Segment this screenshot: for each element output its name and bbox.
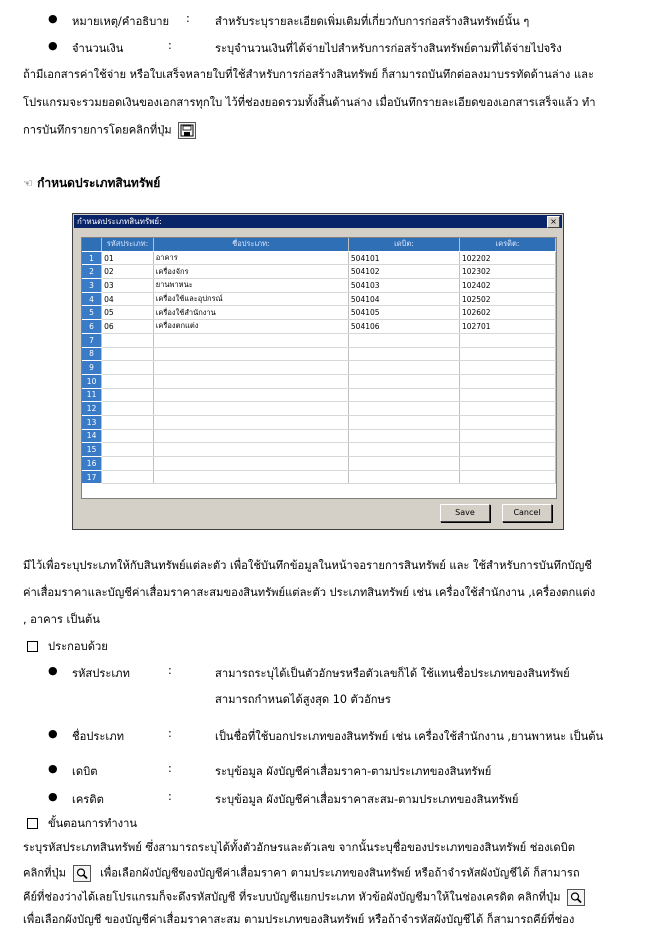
steps-heading: ขั้นตอนการทำงาน bbox=[48, 817, 138, 830]
table-row[interactable] bbox=[82, 251, 556, 265]
row-number: 6 bbox=[82, 320, 102, 334]
paragraph-text: คลิกที่ปุ่ม bbox=[23, 866, 66, 880]
paragraph-text: เพื่อเลือกผังบัญชีของบัญชีค่าเสื่อมราคา ตามประเภทของสินทรัพย์ หรือถ้าจำรหัสผังบัญชีได้ ก็สามารถ bbox=[100, 866, 580, 880]
cell-credit[interactable]: 102602 bbox=[459, 306, 555, 320]
cell-code[interactable]: 01 bbox=[102, 251, 154, 265]
row-number: 17 bbox=[82, 470, 102, 484]
close-icon[interactable]: × bbox=[547, 216, 560, 228]
cell-name[interactable] bbox=[153, 470, 348, 484]
row-number: 3 bbox=[82, 279, 102, 293]
cell-debit[interactable]: 504106 bbox=[348, 320, 459, 334]
table-row[interactable] bbox=[82, 457, 556, 471]
paragraph-line: เพื่อเลือกผังบัญชี ของบัญชีค่าเสื่อมราคาสะสม ตามประเภทของสินทรัพย์ หรือถ้าจำรหัสผังบัญชีได้ ก็สามารถคีย์ที่ช่อง bbox=[23, 913, 575, 926]
cell-debit[interactable] bbox=[348, 415, 459, 429]
cell-credit[interactable] bbox=[459, 333, 555, 347]
checkbox-square-icon bbox=[27, 641, 38, 652]
cell-debit[interactable] bbox=[348, 347, 459, 361]
cell-code[interactable] bbox=[102, 333, 154, 347]
cell-credit[interactable] bbox=[459, 374, 555, 388]
table-row[interactable] bbox=[82, 374, 556, 388]
cell-code[interactable] bbox=[102, 429, 154, 443]
row-number: 4 bbox=[82, 292, 102, 306]
paragraph-line: โปรแกรมจะรวมยอดเงินของเอกสารทุกใบ ไว้ที่ช่องยอดรวมทั้งสิ้นด้านล่าง เมื่อบันทึกรายละเอียดของเอกสารเสร็จแล้ว ทำ bbox=[23, 96, 596, 109]
colon: : bbox=[168, 790, 172, 803]
cell-name[interactable]: ยานพาหนะ bbox=[153, 279, 348, 293]
paragraph-line: มีไว้เพื่อระบุประเภทให้กับสินทรัพย์แต่ละตัว เพื่อใช้บันทึกข้อมูลในหน้าจอรายการสินทรัพย์ และ ใช้สำหรับการบันทึกบัญชี bbox=[23, 559, 592, 572]
table-row[interactable] bbox=[82, 361, 556, 375]
table-row[interactable] bbox=[82, 429, 556, 443]
cell-credit[interactable] bbox=[459, 347, 555, 361]
compose-heading: ประกอบด้วย bbox=[48, 640, 108, 653]
cell-code[interactable] bbox=[102, 415, 154, 429]
paragraph-line: ระบุรหัสประเภทสินทรัพย์ ซึ่งสามารถระบุได้ทั้งตัวอักษรและตัวเลข จากนั้นระบุชื่อของประเภทของสินทรัพย์ ช่องเดบิต bbox=[23, 841, 576, 854]
item-desc: สามารถกำหนดได้สูงสุด 10 ตัวอักษร bbox=[215, 693, 391, 706]
cell-name[interactable]: อาคาร bbox=[153, 251, 348, 265]
cell-credit[interactable]: 102701 bbox=[459, 320, 555, 334]
cell-credit[interactable]: 102202 bbox=[459, 251, 555, 265]
row-number: 9 bbox=[82, 361, 102, 375]
dialog-titlebar bbox=[74, 215, 562, 228]
checkbox-square-icon bbox=[27, 818, 38, 829]
section-title: กำหนดประเภทสินทรัพย์ bbox=[37, 176, 161, 190]
cell-debit[interactable]: 504104 bbox=[348, 292, 459, 306]
table-row[interactable] bbox=[82, 388, 556, 402]
paragraph-line: ค่าเสื่อมราคาและบัญชีค่าเสื่อมราคาสะสมของสินทรัพย์แต่ละตัว ประเภทสินทรัพย์ เช่น เครื่องใช้สำนักงาน ,เครื่องตกแต่ง bbox=[23, 586, 596, 599]
cell-name[interactable] bbox=[153, 361, 348, 375]
cell-credit[interactable] bbox=[459, 443, 555, 457]
table-row[interactable] bbox=[82, 443, 556, 457]
item-desc: สามารถระบุได้เป็นตัวอักษรหรือตัวเลขก็ได้ ใช้แทนชื่อประเภทของสินทรัพย์ bbox=[215, 667, 570, 680]
column-header-code[interactable]: รหัสประเภท: bbox=[102, 238, 154, 251]
paragraph-text: การบันทึกรายการโดยคลิกที่ปุ่ม bbox=[23, 123, 172, 137]
cell-credit[interactable] bbox=[459, 415, 555, 429]
cell-name[interactable] bbox=[153, 415, 348, 429]
cell-credit[interactable] bbox=[459, 429, 555, 443]
cell-code[interactable]: 02 bbox=[102, 265, 154, 279]
cell-debit[interactable] bbox=[348, 374, 459, 388]
cell-debit[interactable] bbox=[348, 443, 459, 457]
row-number: 8 bbox=[82, 347, 102, 361]
paragraph-line: ถ้ามีเอกสารค่าใช้จ่าย หรือใบเสร็จหลายใบที่ใช้สำหรับการก่อสร้างสินทรัพย์ ก็สามารถบันทึกต่อลงมาบรรทัดด้านล่าง และ bbox=[23, 68, 595, 81]
cell-credit[interactable]: 102302 bbox=[459, 265, 555, 279]
table-row[interactable] bbox=[82, 347, 556, 361]
cell-debit[interactable] bbox=[348, 402, 459, 416]
row-number: 2 bbox=[82, 265, 102, 279]
note-desc: สำหรับระบุรายละเอียดเพิ่มเติมที่เกี่ยวกับการก่อสร้างสินทรัพย์นั้น ๆ bbox=[215, 15, 530, 28]
paragraph-line: , อาคาร เป็นต้น bbox=[23, 613, 100, 626]
cell-code[interactable] bbox=[102, 402, 154, 416]
colon: : bbox=[168, 39, 172, 52]
cell-name[interactable]: เครื่องใช้สำนักงาน bbox=[153, 306, 348, 320]
lookup-magnifier-icon bbox=[73, 865, 91, 882]
row-number: 14 bbox=[82, 429, 102, 443]
table-header-row bbox=[82, 238, 556, 251]
asset-type-grid bbox=[81, 237, 557, 499]
cell-code[interactable] bbox=[102, 470, 154, 484]
row-number: 10 bbox=[82, 374, 102, 388]
colon: : bbox=[186, 12, 190, 25]
cell-name[interactable] bbox=[153, 347, 348, 361]
item-label: ชื่อประเภท bbox=[72, 730, 125, 743]
cell-credit[interactable] bbox=[459, 361, 555, 375]
cell-credit[interactable] bbox=[459, 457, 555, 471]
row-number: 11 bbox=[82, 388, 102, 402]
note-label: หมายเหตุ/คำอธิบาย bbox=[72, 15, 170, 28]
cell-debit[interactable] bbox=[348, 388, 459, 402]
row-number: 5 bbox=[82, 306, 102, 320]
cell-code[interactable] bbox=[102, 361, 154, 375]
column-header-name[interactable]: ชื่อประเภท: bbox=[153, 238, 348, 251]
column-header-credit[interactable]: เครดิต: bbox=[459, 238, 555, 251]
item-label: รหัสประเภท bbox=[72, 667, 130, 680]
item-desc: ระบุข้อมูล ผังบัญชีค่าเสื่อมราคาสะสม-ตามประเภทของสินทรัพย์ bbox=[215, 793, 519, 806]
cell-credit[interactable] bbox=[459, 388, 555, 402]
amount-desc: ระบุจำนวนเงินที่ได้จ่ายไปสำหรับการก่อสร้างสินทรัพย์ตามที่ได้จ่ายไปจริง bbox=[215, 42, 562, 55]
colon: : bbox=[168, 664, 172, 677]
cell-debit[interactable]: 504105 bbox=[348, 306, 459, 320]
cell-debit[interactable]: 504103 bbox=[348, 279, 459, 293]
cell-debit[interactable] bbox=[348, 361, 459, 375]
cell-code[interactable] bbox=[102, 347, 154, 361]
cell-name[interactable] bbox=[153, 333, 348, 347]
item-desc: เป็นชื่อที่ใช้บอกประเภทของสินทรัพย์ เช่น เครื่องใช้สำนักงาน ,ยานพาหนะ เป็นต้น bbox=[215, 730, 604, 743]
cell-debit[interactable] bbox=[348, 470, 459, 484]
table-row[interactable] bbox=[82, 265, 556, 279]
row-number-header bbox=[82, 238, 102, 251]
row-number: 13 bbox=[82, 415, 102, 429]
bullet-icon: ● bbox=[48, 762, 58, 775]
bullet-icon: ● bbox=[48, 727, 58, 740]
bullet-icon: ● bbox=[48, 790, 58, 803]
cell-debit[interactable]: 504101 bbox=[348, 251, 459, 265]
cell-debit[interactable] bbox=[348, 457, 459, 471]
row-number: 1 bbox=[82, 251, 102, 265]
colon: : bbox=[168, 762, 172, 775]
section-heading bbox=[23, 174, 160, 193]
row-number: 12 bbox=[82, 402, 102, 416]
cell-name[interactable] bbox=[153, 429, 348, 443]
table-row[interactable] bbox=[82, 292, 556, 306]
dialog-title: กำหนดประเภทสินทรัพย์: bbox=[77, 217, 162, 226]
cell-name[interactable] bbox=[153, 443, 348, 457]
bullet-icon: ● bbox=[48, 39, 58, 52]
lookup-magnifier-icon bbox=[567, 889, 585, 906]
table-row[interactable] bbox=[82, 279, 556, 293]
cell-code[interactable] bbox=[102, 388, 154, 402]
bullet-icon: ● bbox=[48, 12, 58, 25]
hand-pointer-icon: ☜ bbox=[23, 177, 33, 190]
save-disk-icon bbox=[178, 122, 196, 139]
item-label: เครดิต bbox=[72, 793, 104, 806]
cancel-button[interactable]: Cancel bbox=[502, 504, 552, 522]
colon: : bbox=[168, 727, 172, 740]
cell-code[interactable]: 06 bbox=[102, 320, 154, 334]
cell-credit[interactable]: 102402 bbox=[459, 279, 555, 293]
column-header-debit[interactable]: เดบิต: bbox=[348, 238, 459, 251]
save-button[interactable]: Save bbox=[440, 504, 490, 522]
cell-code[interactable] bbox=[102, 374, 154, 388]
amount-label: จำนวนเงิน bbox=[72, 42, 124, 55]
cell-name[interactable] bbox=[153, 374, 348, 388]
table-row[interactable] bbox=[82, 320, 556, 334]
cell-code[interactable]: 05 bbox=[102, 306, 154, 320]
cell-debit[interactable] bbox=[348, 333, 459, 347]
cell-name[interactable]: เครื่องจักร bbox=[153, 265, 348, 279]
table-row[interactable] bbox=[82, 306, 556, 320]
cell-code[interactable] bbox=[102, 457, 154, 471]
table-row[interactable] bbox=[82, 415, 556, 429]
row-number: 16 bbox=[82, 457, 102, 471]
paragraph-text: คีย์ที่ช่องว่างได้เลยโปรแกรมก็จะดึงรหัสบัญชี ที่ระบบบัญชีแยกประเภท หัวข้อผังบัญชีมาให้ในช่องเครดิต คลิกที่ปุ่ม bbox=[23, 890, 561, 904]
paragraph-line bbox=[23, 122, 196, 139]
table-row[interactable] bbox=[82, 470, 556, 484]
cell-credit[interactable] bbox=[459, 470, 555, 484]
cell-code[interactable] bbox=[102, 443, 154, 457]
item-desc: ระบุข้อมูล ผังบัญชีค่าเสื่อมราคา-ตามประเภทของสินทรัพย์ bbox=[215, 765, 492, 778]
cell-name[interactable] bbox=[153, 457, 348, 471]
table-row[interactable] bbox=[82, 333, 556, 347]
asset-type-dialog bbox=[72, 213, 564, 530]
bullet-icon: ● bbox=[48, 664, 58, 677]
row-number: 7 bbox=[82, 333, 102, 347]
cell-name[interactable] bbox=[153, 402, 348, 416]
cell-name[interactable] bbox=[153, 388, 348, 402]
asset-type-table bbox=[82, 238, 556, 484]
cell-credit[interactable] bbox=[459, 402, 555, 416]
paragraph-line bbox=[23, 889, 585, 906]
cell-debit[interactable]: 504102 bbox=[348, 265, 459, 279]
table-row[interactable] bbox=[82, 402, 556, 416]
paragraph-line bbox=[23, 865, 580, 882]
cell-name[interactable]: เครื่องใช้และอุปกรณ์ bbox=[153, 292, 348, 306]
cell-credit[interactable]: 102502 bbox=[459, 292, 555, 306]
cell-code[interactable]: 03 bbox=[102, 279, 154, 293]
item-label: เดบิต bbox=[72, 765, 98, 778]
cell-code[interactable]: 04 bbox=[102, 292, 154, 306]
row-number: 15 bbox=[82, 443, 102, 457]
cell-debit[interactable] bbox=[348, 429, 459, 443]
cell-name[interactable]: เครื่องตกแต่ง bbox=[153, 320, 348, 334]
